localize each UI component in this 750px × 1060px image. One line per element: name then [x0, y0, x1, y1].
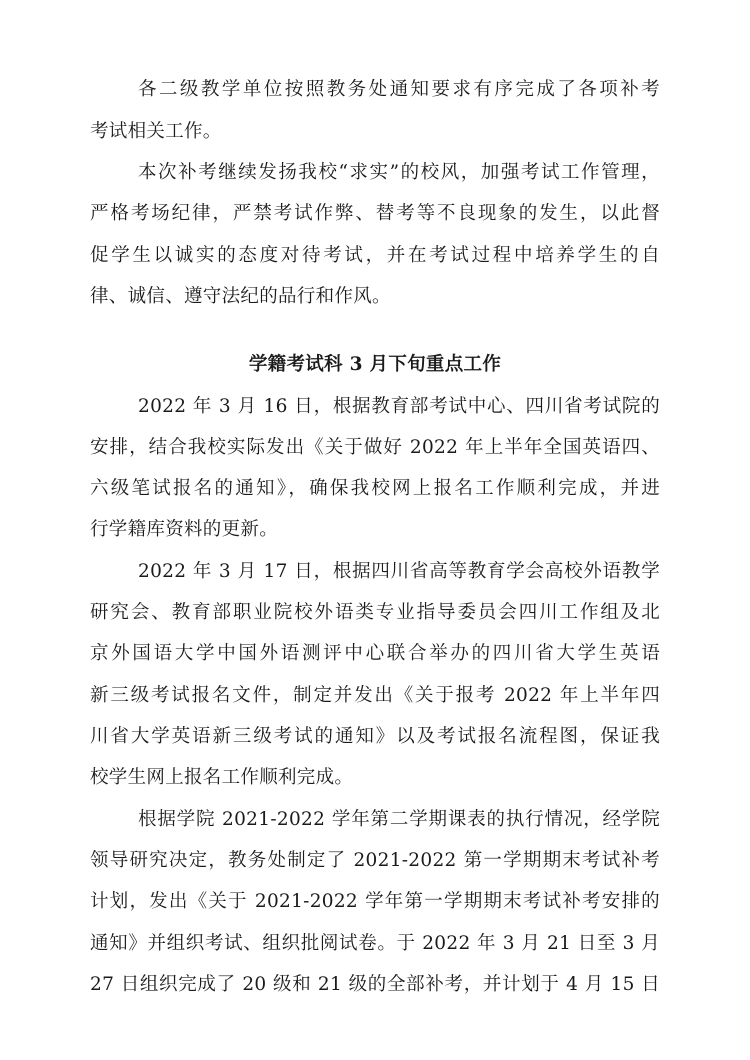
- section-paragraph-3-line-5: 27 日组织完成了 20 级和 21 级的全部补考，并计划于 4 月 15 日: [90, 974, 660, 995]
- section-paragraph-1-line-4: 行学籍库资料的更新。: [90, 519, 279, 540]
- section-paragraph-3-line-2: 领导研究决定，教务处制定了 2021-2022 第一学期期末考试补考: [90, 850, 660, 871]
- section-paragraph-2-line-4: 新三级考试报名文件，制定并发出《关于报考 2022 年上半年四: [90, 685, 660, 706]
- section-paragraph-2-line-1: 2022 年 3 月 17 日，根据四川省高等教育学会高校外语教学: [138, 561, 660, 582]
- section-paragraph-2-line-6: 校学生网上报名工作顺利完成。: [90, 767, 354, 788]
- section-paragraph-2-line-2: 研究会、教育部职业院校外语类专业指导委员会四川工作组及北: [90, 602, 660, 623]
- section-heading: 学籍考试科 3 月下旬重点工作: [248, 354, 502, 375]
- section-paragraph-2-line-3: 京外国语大学中国外语测评中心联合举办的四川省大学生英语: [90, 643, 660, 664]
- section-paragraph-1-line-1: 2022 年 3 月 16 日，根据教育部考试中心、四川省考试院的: [138, 396, 660, 417]
- paragraph-2-line-1: 本次补考继续发扬我校“求实”的校风，加强考试工作管理，: [138, 162, 660, 183]
- paragraph-1-line-2: 考试相关工作。: [90, 121, 222, 142]
- section-paragraph-3-line-4: 通知》并组织考试、组织批阅试卷。于 2022 年 3 月 21 日至 3 月: [90, 933, 660, 954]
- section-paragraph-3-line-1: 根据学院 2021-2022 学年第二学期课表的执行情况，经学院: [138, 809, 660, 830]
- section-paragraph-1-line-2: 安排，结合我校实际发出《关于做好 2022 年上半年全国英语四、: [90, 437, 660, 458]
- section-paragraph-3-line-3: 计划，发出《关于 2021-2022 学年第一学期期末考试补考安排的: [90, 891, 660, 912]
- section-paragraph-1-line-3: 六级笔试报名的通知》，确保我校网上报名工作顺利完成，并进: [90, 478, 660, 499]
- paragraph-2-line-3: 促学生以诚实的态度对待考试，并在考试过程中培养学生的自: [90, 245, 660, 266]
- paragraph-2-line-4: 律、诚信、遵守法纪的品行和作风。: [90, 286, 391, 307]
- section-paragraph-2-line-5: 川省大学英语新三级考试的通知》以及考试报名流程图，保证我: [90, 726, 660, 747]
- paragraph-2-line-2: 严格考场纪律，严禁考试作弊、替考等不良现象的发生，以此督: [90, 203, 660, 224]
- paragraph-1-line-1: 各二级教学单位按照教务处通知要求有序完成了各项补考: [138, 79, 660, 100]
